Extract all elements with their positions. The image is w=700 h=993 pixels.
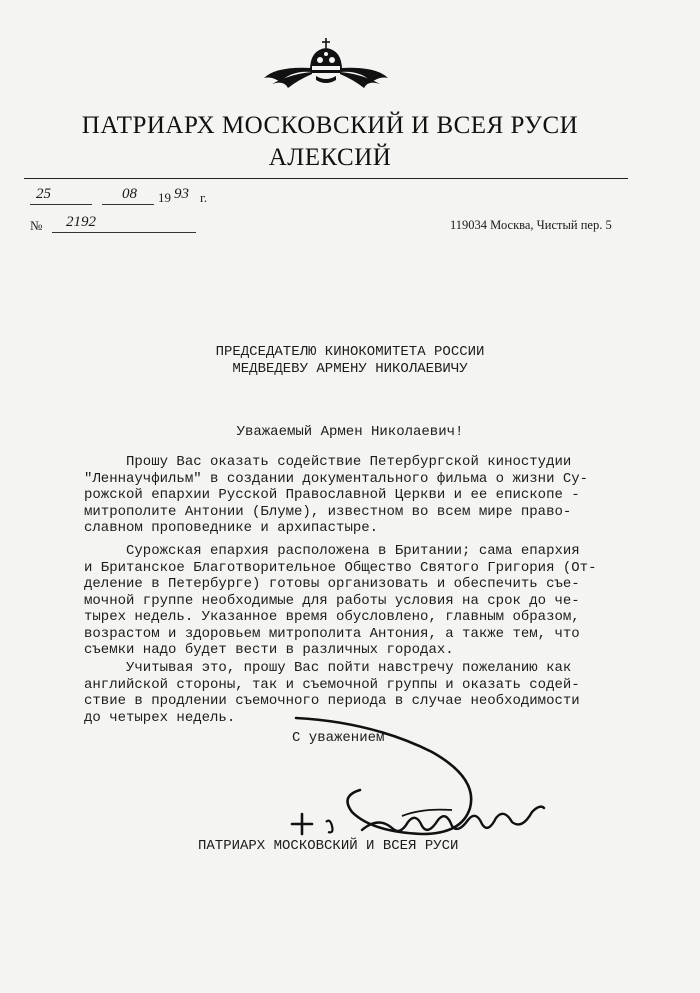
- date-year-handwritten: 93: [174, 186, 189, 202]
- letterhead-rule: [24, 178, 628, 179]
- document-number: 2192: [66, 214, 96, 230]
- addressee-block: [0, 344, 700, 378]
- date-month: 08: [122, 186, 137, 202]
- number-sign: №: [30, 218, 43, 233]
- letterhead-name: АЛЕКСИЙ: [268, 144, 392, 171]
- closing-phrase: С уважением: [292, 730, 385, 746]
- signer-title: ПАТРИАРХ МОСКОВСКИЙ И ВСЕЯ РУСИ: [198, 838, 459, 854]
- date-day-line: [30, 204, 92, 205]
- date-suffix: г.: [200, 190, 208, 205]
- date-year-printed: 19: [158, 190, 171, 205]
- addressee-line-1: ПРЕДСЕДАТЕЛЮ КИНОКОМИТЕТА РОССИИ: [215, 344, 485, 360]
- date-month-line: [102, 204, 154, 205]
- date-field: [30, 188, 230, 210]
- body-paragraph-1: Прошу Вас оказать содействие Петербургской киностудии "Леннаучфильм" в создании документального фильма о жизни Су- рожской епархии Русской Православной Церкви и ее епископе - митрополите Антонии (Блуме), известном во всем мире право- славном проповеднике и архипастыре.: [84, 454, 589, 536]
- handwritten-signature: [282, 712, 562, 852]
- body-paragraph-2: Сурожская епархия расположена в Британии; сама епархия и Британское Благотворительное Общество Святого Григория (От- деление в Петербурге) готовы организовать и обеспечить съе- мочной группе необходимые для работы условия на срок до че- тырех недель. Указанное время обусловлено, главным образом, возрастом и здоровьем митрополита Антония, а также тем, что съемки надо будет вести в различных городах.: [84, 543, 597, 658]
- date-day: 25: [36, 186, 51, 202]
- greeting: Уважаемый Армен Николаевич!: [236, 424, 464, 440]
- number-field: [30, 214, 230, 236]
- body-paragraph-3: Учитывая это, прошу Вас пойти навстречу пожеланию как английской стороны, так и съемочной группы и оказать содей- ствие в продлении съемочного периода в случае необходимости до четырех недель.: [84, 660, 580, 726]
- sender-address: 119034 Москва, Чистый пер. 5: [450, 218, 612, 232]
- letterhead-title: ПАТРИАРХ МОСКОВСКИЙ И ВСЕЯ РУСИ: [81, 112, 579, 139]
- patriarch-emblem-icon: [262, 36, 390, 96]
- number-line: [52, 232, 196, 233]
- addressee-line-2: МЕДВЕДЕВУ АРМЕНУ НИКОЛАЕВИЧУ: [232, 361, 468, 377]
